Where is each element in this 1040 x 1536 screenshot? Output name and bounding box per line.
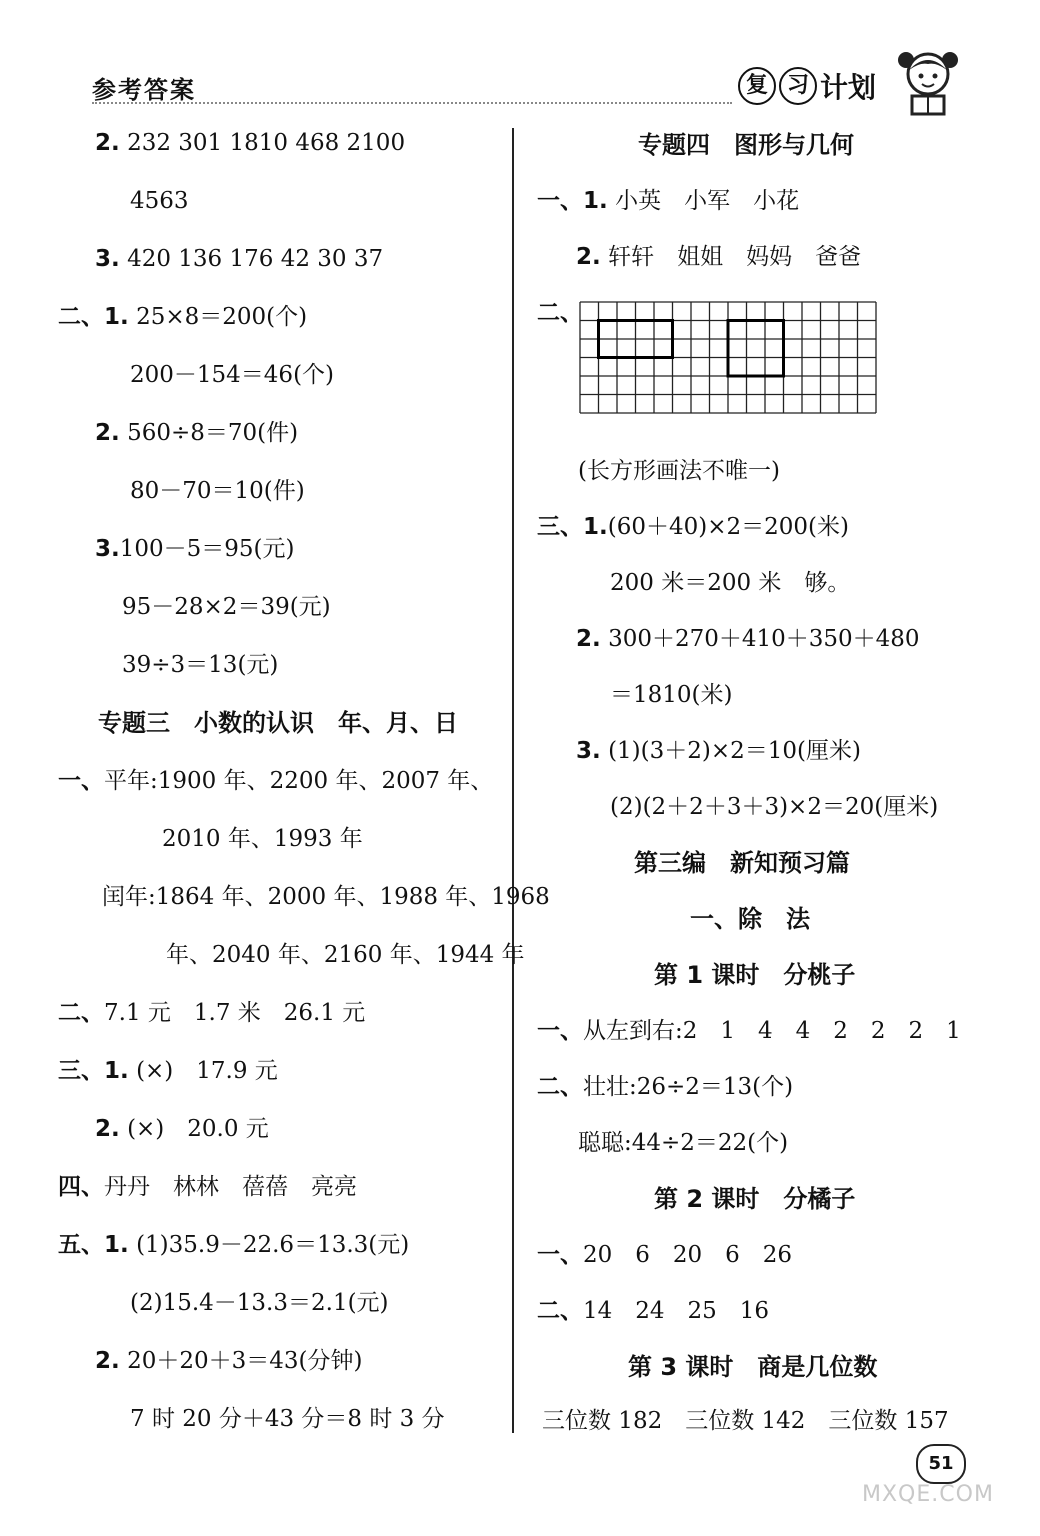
left-line-8: 3.100－5＝95(元): [95, 536, 295, 562]
right-line-2: 一、1. 小英 小军 小花: [537, 188, 800, 214]
right-line-3: 2. 轩轩 姐姐 妈妈 爸爸: [576, 244, 862, 270]
left-line-10: 39÷3＝13(元): [122, 652, 279, 678]
girl-mascot-icon: [896, 46, 960, 116]
right-line-10: 3. (1)(3＋2)×2＝10(厘米): [576, 738, 861, 764]
unit-title-division: 一、除 法: [690, 905, 810, 933]
right-line-15: 一、从左到右:2 1 4 4 2 2 2 1: [537, 1018, 961, 1044]
left-line-20: 五、1. (1)35.9－22.6＝13.3(元): [58, 1232, 410, 1258]
left-line-12: 一、平年:1900 年、2200 年、2007 年、: [58, 768, 494, 794]
section-title-4: 专题四 图形与几何: [638, 131, 854, 159]
drawn-rectangle: [728, 321, 784, 377]
left-line-16: 二、7.1 元 1.7 米 26.1 元: [58, 1000, 366, 1026]
left-line-14: 闰年:1864 年、2000 年、1988 年、1968: [102, 884, 550, 910]
left-line-2: 4563: [130, 188, 189, 214]
right-line-4: 二、: [537, 300, 583, 326]
left-line-19: 四、丹丹 林林 蓓蓓 亮亮: [58, 1174, 357, 1200]
page-number: 51: [916, 1444, 966, 1484]
header-title: 参考答案: [92, 76, 196, 104]
left-line-7: 80－70＝10(件): [130, 478, 305, 504]
right-line-11: (2)(2＋2＋3＋3)×2＝20(厘米): [610, 794, 939, 820]
lesson-title-3: 第 3 课时 商是几位数: [628, 1353, 878, 1381]
left-line-17: 三、1. (×) 17.9 元: [58, 1058, 278, 1084]
left-line-5: 200－154＝46(个): [130, 362, 335, 388]
left-line-21: (2)15.4－13.3＝2.1(元): [130, 1290, 389, 1316]
header-dotted-line: [92, 102, 732, 104]
section-title-3: 专题三 小数的认识 年、月、日: [98, 709, 458, 737]
left-line-23: 7 时 20 分＋43 分＝8 时 3 分: [130, 1406, 445, 1432]
right-line-5: (长方形画法不唯一): [578, 458, 780, 484]
right-line-7: 200 米＝200 米 够。: [610, 570, 851, 596]
lesson-title-2: 第 2 课时 分橘子: [654, 1185, 856, 1213]
left-line-22: 2. 20＋20＋3＝43(分钟): [95, 1348, 363, 1374]
right-line-22: 三位数 182 三位数 142 三位数 157: [542, 1408, 949, 1434]
left-line-18: 2. (×) 20.0 元: [95, 1116, 269, 1142]
lesson-title-1: 第 1 课时 分桃子: [654, 961, 856, 989]
left-line-9: 95－28×2＝39(元): [122, 594, 331, 620]
right-line-9: ＝1810(米): [610, 682, 733, 708]
grid-answer-figure: [578, 300, 878, 415]
right-line-17: 聪聪:44÷2＝22(个): [578, 1130, 789, 1156]
watermark-text: MXQE.COM: [862, 1482, 994, 1507]
left-line-13: 2010 年、1993 年: [162, 826, 363, 852]
header-brand: [738, 66, 876, 106]
brand-char-2: 习: [779, 67, 817, 105]
part-title-3: 第三编 新知预习篇: [634, 849, 850, 877]
left-line-6: 2. 560÷8＝70(件): [95, 420, 299, 446]
column-divider: [512, 128, 514, 1433]
left-line-4: 二、1. 25×8＝200(个): [58, 304, 308, 330]
right-line-6: 三、1.(60＋40)×2＝200(米): [537, 514, 849, 540]
right-line-16: 二、壮壮:26÷2＝13(个): [537, 1074, 794, 1100]
left-line-15: 年、2040 年、2160 年、1944 年: [166, 942, 525, 968]
brand-char-1: 复: [738, 67, 776, 105]
left-line-1: 2. 232 301 1810 468 2100: [95, 130, 406, 156]
right-line-20: 二、14 24 25 16: [537, 1298, 770, 1324]
right-line-8: 2. 300＋270＋410＋350＋480: [576, 626, 920, 652]
right-line-19: 一、20 6 20 6 26: [537, 1242, 793, 1268]
brand-text: 计划: [820, 71, 877, 104]
left-line-3: 3. 420 136 176 42 30 37: [95, 246, 384, 272]
